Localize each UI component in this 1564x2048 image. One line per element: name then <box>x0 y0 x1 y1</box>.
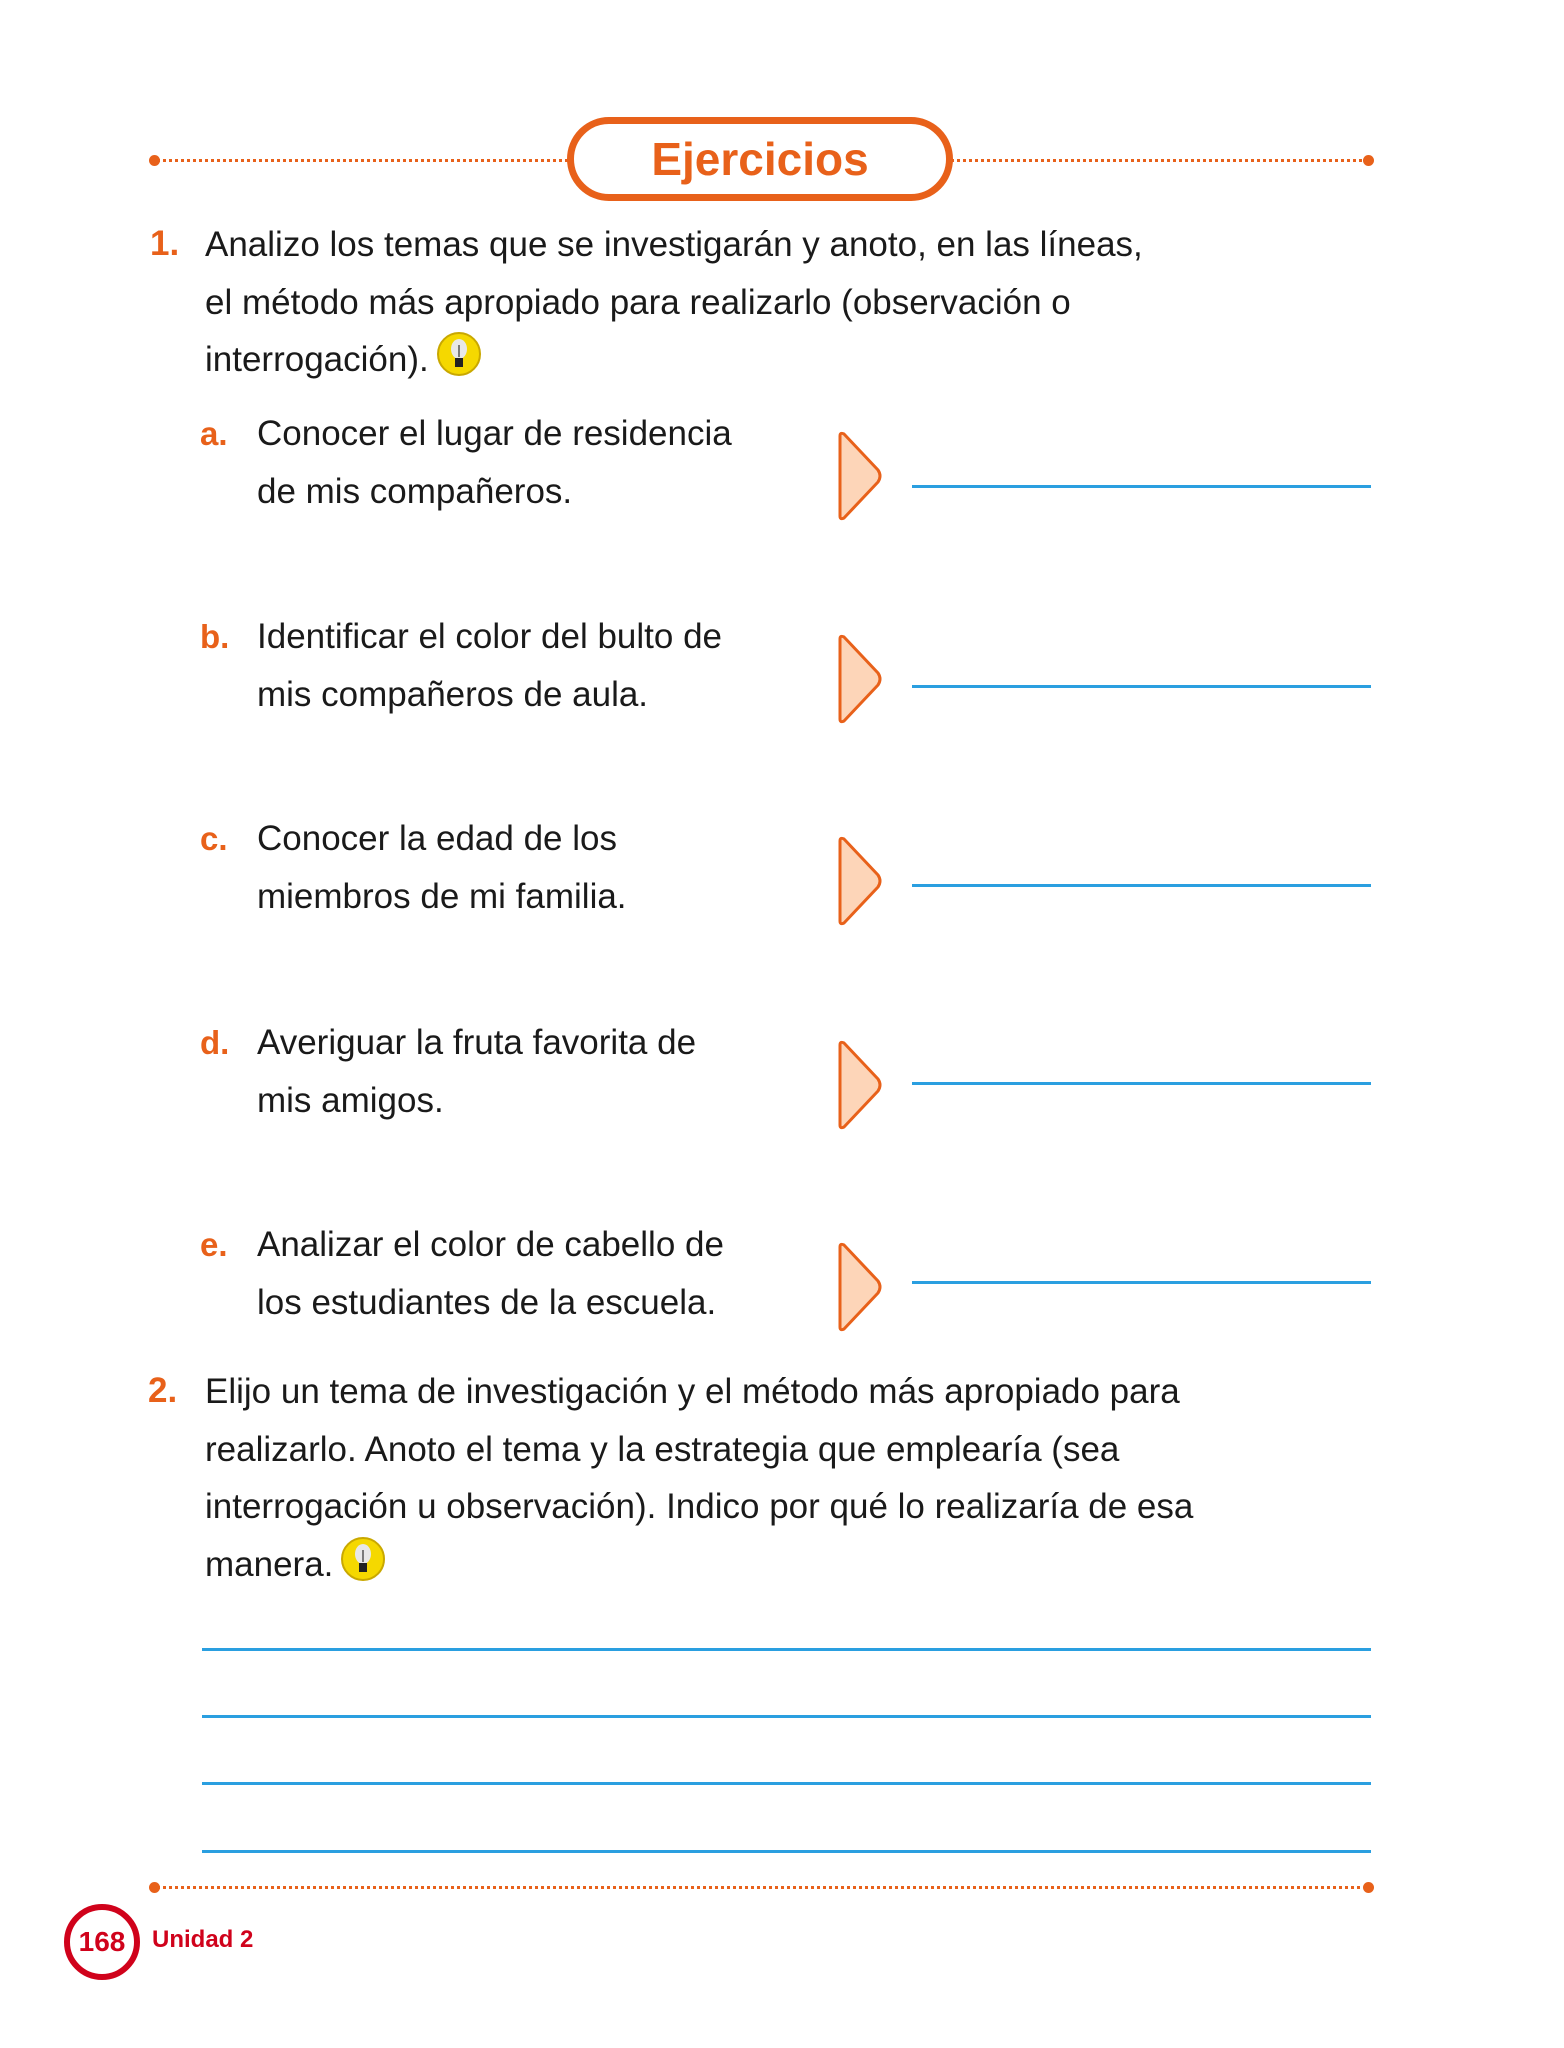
answer-line[interactable] <box>202 1715 1371 1718</box>
answer-line[interactable] <box>912 685 1371 688</box>
item-text <box>257 608 817 724</box>
item-text-line: Averiguar la fruta favorita de <box>257 1023 697 1062</box>
prompt-line: interrogación u observación). Indico por qué lo realizaría de esa <box>205 1487 1194 1526</box>
item-text-line: mis amigos. <box>257 1081 444 1120</box>
answer-line[interactable] <box>202 1648 1371 1651</box>
arrow-triangle-icon <box>834 633 886 725</box>
item-letter: b. <box>200 618 230 655</box>
section-title: Ejercicios <box>651 133 869 185</box>
answer-line[interactable] <box>912 884 1371 887</box>
arrow-triangle-icon <box>834 430 886 522</box>
prompt-line: Elijo un tema de investigación y el método más apropiado para <box>205 1372 1180 1411</box>
item-text-line: Conocer el lugar de residencia <box>257 414 732 453</box>
item-text-line: miembros de mi familia. <box>257 877 627 916</box>
item-text <box>257 405 817 521</box>
arrow-triangle-icon <box>834 835 886 927</box>
exercise-prompt <box>205 216 1355 389</box>
prompt-line <box>205 1536 1405 1594</box>
answer-line[interactable] <box>202 1782 1371 1785</box>
item-text-line: Conocer la edad de los <box>257 819 617 858</box>
item-text-line: los estudiantes de la escuela. <box>257 1283 717 1322</box>
answer-line[interactable] <box>912 485 1371 488</box>
arrow-triangle-icon <box>834 1241 886 1333</box>
item-text-line: mis compañeros de aula. <box>257 675 649 714</box>
footer-divider <box>156 1886 1368 1889</box>
item-text <box>257 1216 817 1332</box>
item-letter: c. <box>200 820 228 857</box>
prompt-line: realizarlo. Anoto el tema y la estrategia que emplearía (sea <box>205 1429 1120 1469</box>
exercise-number: 1. <box>150 224 180 263</box>
prompt-line-text: interrogación). <box>205 340 429 379</box>
item-text-line: de mis compañeros. <box>257 472 573 511</box>
exercise-prompt <box>205 1363 1405 1593</box>
header-divider-right <box>940 159 1368 162</box>
item-text <box>257 1014 817 1130</box>
unit-label: Unidad 2 <box>152 1926 254 1953</box>
prompt-line <box>205 331 1355 389</box>
item-text <box>257 810 817 926</box>
item-text-line: Identificar el color del bulto de <box>257 617 722 656</box>
prompt-line: Analizo los temas que se investigarán y anoto, en las líneas, <box>205 225 1143 264</box>
answer-line[interactable] <box>912 1082 1371 1085</box>
divider-dot <box>149 155 160 166</box>
lightbulb-icon <box>341 1536 385 1582</box>
prompt-line-text: manera. <box>205 1544 334 1584</box>
page-number-badge <box>64 1904 140 1980</box>
answer-line[interactable] <box>912 1281 1371 1284</box>
arrow-triangle-icon <box>834 1039 886 1131</box>
item-text-line: Analizar el color de cabello de <box>257 1225 724 1264</box>
lightbulb-icon <box>437 331 481 377</box>
divider-dot <box>149 1882 160 1893</box>
item-letter: a. <box>200 415 228 452</box>
page-number: 168 <box>78 1926 126 1957</box>
prompt-line: el método más apropiado para realizarlo (observación o <box>205 282 1071 322</box>
header-divider-left <box>156 159 576 162</box>
answer-line[interactable] <box>202 1850 1371 1853</box>
item-letter: d. <box>200 1024 230 1061</box>
divider-dot <box>1363 1882 1374 1893</box>
exercise-number: 2. <box>148 1371 178 1410</box>
divider-dot <box>1363 155 1374 166</box>
item-letter: e. <box>200 1226 228 1263</box>
section-title-badge <box>567 117 953 201</box>
